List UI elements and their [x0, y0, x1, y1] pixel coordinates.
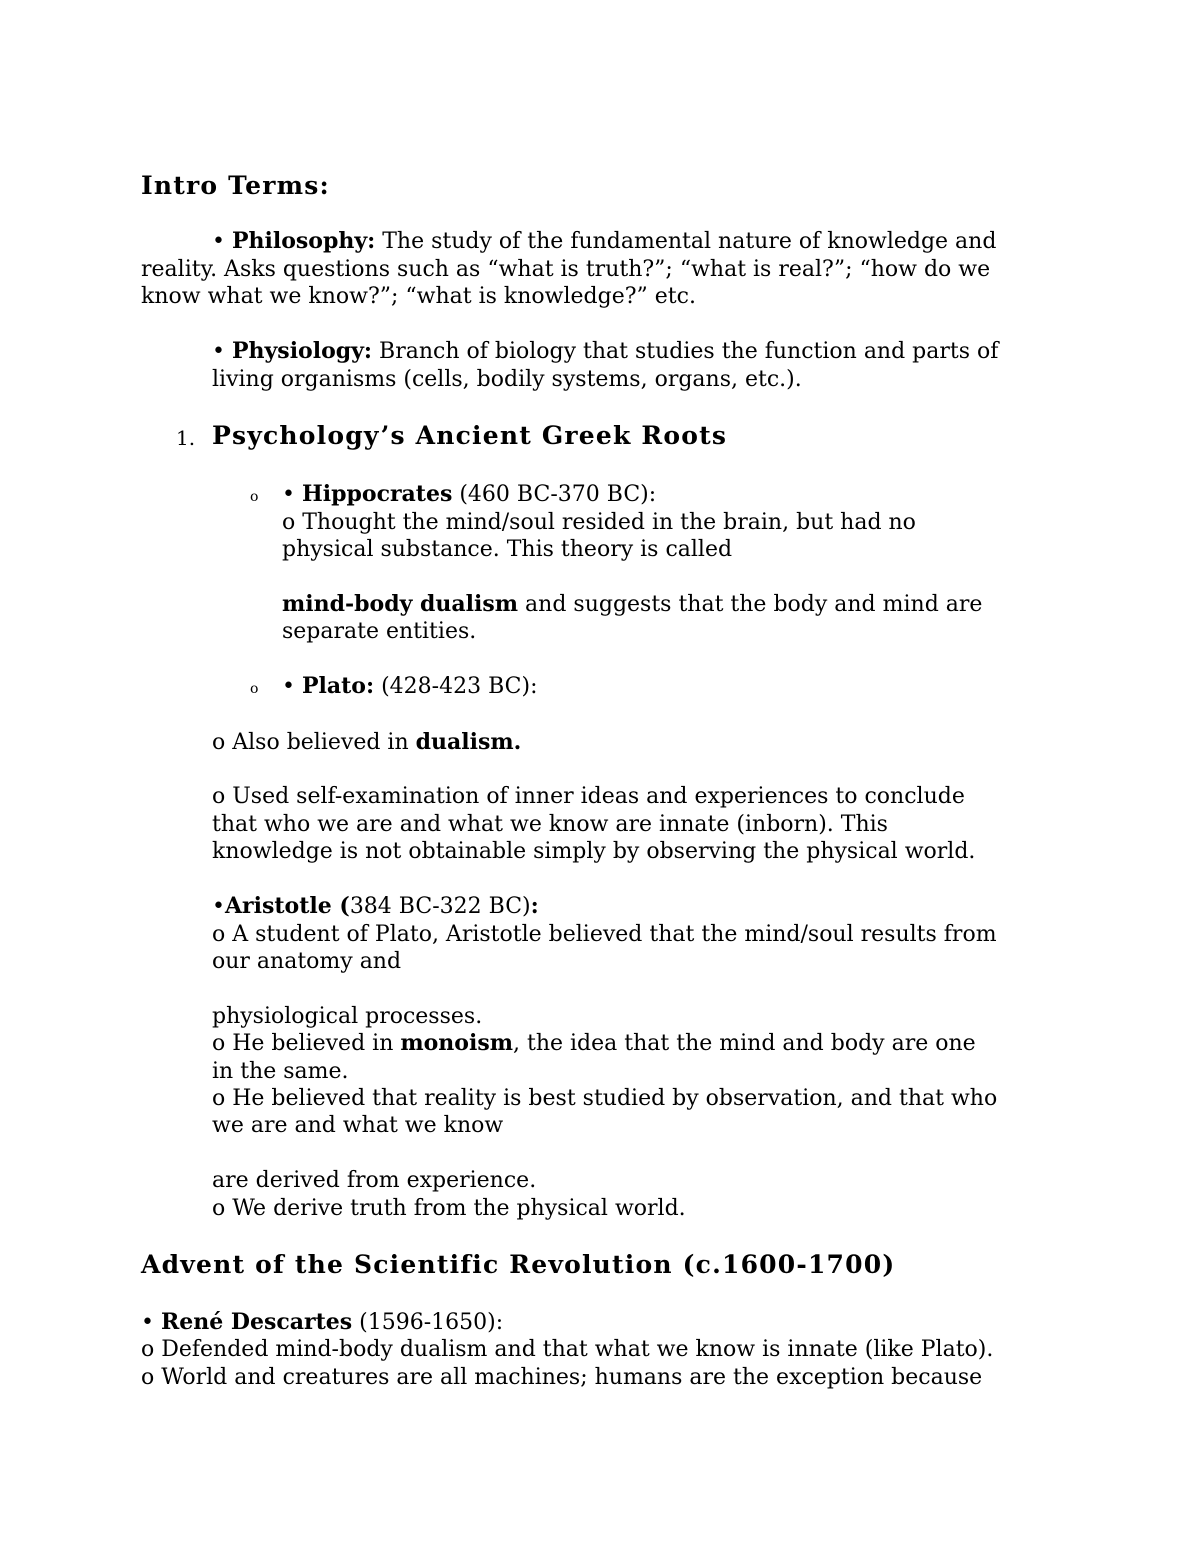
hippocrates-dates: (460 BC-370 BC): — [452, 482, 657, 507]
plato-line — [282, 673, 538, 701]
bullet-icon: • — [282, 482, 295, 507]
aristotle-line-9: o We derive truth from the physical world. — [212, 1196, 686, 1221]
descartes-dates: (1596-1650): — [352, 1310, 504, 1335]
aristotle-line-4-rest: , the idea that the mind and body are one — [513, 1031, 976, 1056]
philosophy-line-3: know what we know?”; “what is knowledge?” etc. — [141, 284, 696, 309]
circle-list-marker: o — [250, 489, 259, 505]
aristotle-name: Aristotle ( — [224, 893, 350, 919]
dualism-term: mind-body dualism — [282, 591, 519, 617]
descartes-line-1: o Defended mind-body dualism and that what we know is innate (like Plato). — [141, 1337, 994, 1362]
section-heading-scientific-revolution: Advent of the Scientific Revolution (c.1600-1700) — [141, 1250, 896, 1279]
bullet-icon: • — [212, 229, 225, 254]
aristotle-line-6: o He believed that reality is best studied by observation, and that who — [212, 1086, 998, 1111]
physiology-term: Physiology: — [231, 338, 373, 364]
plato-dualism-term: dualism. — [415, 729, 522, 755]
plato-dates: (428-423 BC): — [374, 674, 538, 699]
aristotle-line — [212, 893, 539, 921]
aristotle-line-2: our anatomy and — [212, 949, 402, 974]
bullet-icon: • — [282, 674, 295, 699]
aristotle-line-5: in the same. — [212, 1059, 349, 1084]
descartes-name: René Descartes — [160, 1309, 353, 1335]
plato-line-1 — [212, 729, 521, 757]
aristotle-line-8: are derived from experience. — [212, 1168, 537, 1193]
aristotle-line-7: we are and what we know — [212, 1113, 504, 1138]
monoism-term: monoism — [400, 1030, 514, 1056]
hippocrates-line — [282, 481, 656, 509]
plato-line-2: o Used self-examination of inner ideas and experiences to conclude — [212, 784, 965, 809]
aristotle-line-3: physiological processes. — [212, 1004, 483, 1029]
bullet-icon: • — [212, 894, 225, 919]
philosophy-term: Philosophy: — [231, 228, 376, 254]
plato-line-4: knowledge is not obtainable simply by observing the physical world. — [212, 839, 976, 864]
plato-name: Plato: — [301, 673, 375, 699]
intro-terms-heading: Intro Terms: — [141, 171, 330, 200]
plato-line-3: that who we are and what we know are innate (inborn). This — [212, 812, 888, 837]
section-heading-greek-roots: Psychology’s Ancient Greek Roots — [212, 421, 728, 450]
aristotle-line-4-pre: o He believed in — [212, 1031, 401, 1056]
aristotle-dates: 384 BC-322 BC) — [349, 894, 531, 919]
hippocrates-line-2: physical substance. This theory is called — [282, 537, 733, 562]
physiology-bullet-line — [212, 338, 998, 366]
circle-list-marker: o — [250, 681, 259, 697]
plato-line-1-text: o Also believed in — [212, 730, 416, 755]
philosophy-bullet-line — [212, 228, 996, 256]
descartes-line — [141, 1309, 503, 1337]
section-number: 1. — [176, 426, 196, 450]
physiology-line-2: living organisms (cells, bodily systems, organs, etc.). — [212, 367, 802, 392]
aristotle-line-1: o A student of Plato, Aristotle believed that the mind/soul results from — [212, 922, 997, 947]
hippocrates-line-3-text: and suggests that the body and mind are — [518, 592, 983, 617]
hippocrates-name: Hippocrates — [301, 481, 453, 507]
hippocrates-line-1: o Thought the mind/soul resided in the brain, but had no — [282, 510, 916, 535]
aristotle-colon: : — [530, 893, 539, 919]
physiology-definition: Branch of biology that studies the function and parts of — [372, 339, 999, 364]
philosophy-definition: The study of the fundamental nature of knowledge and — [375, 229, 997, 254]
hippocrates-line-3 — [282, 591, 982, 619]
bullet-icon: • — [212, 339, 225, 364]
descartes-line-2: o World and creatures are all machines; humans are the exception because — [141, 1365, 983, 1390]
aristotle-line-4 — [212, 1030, 976, 1058]
hippocrates-line-4: separate entities. — [282, 619, 477, 644]
bullet-icon: • — [141, 1310, 154, 1335]
philosophy-line-2: reality. Asks questions such as “what is truth?”; “what is real?”; “how do we — [141, 257, 991, 282]
